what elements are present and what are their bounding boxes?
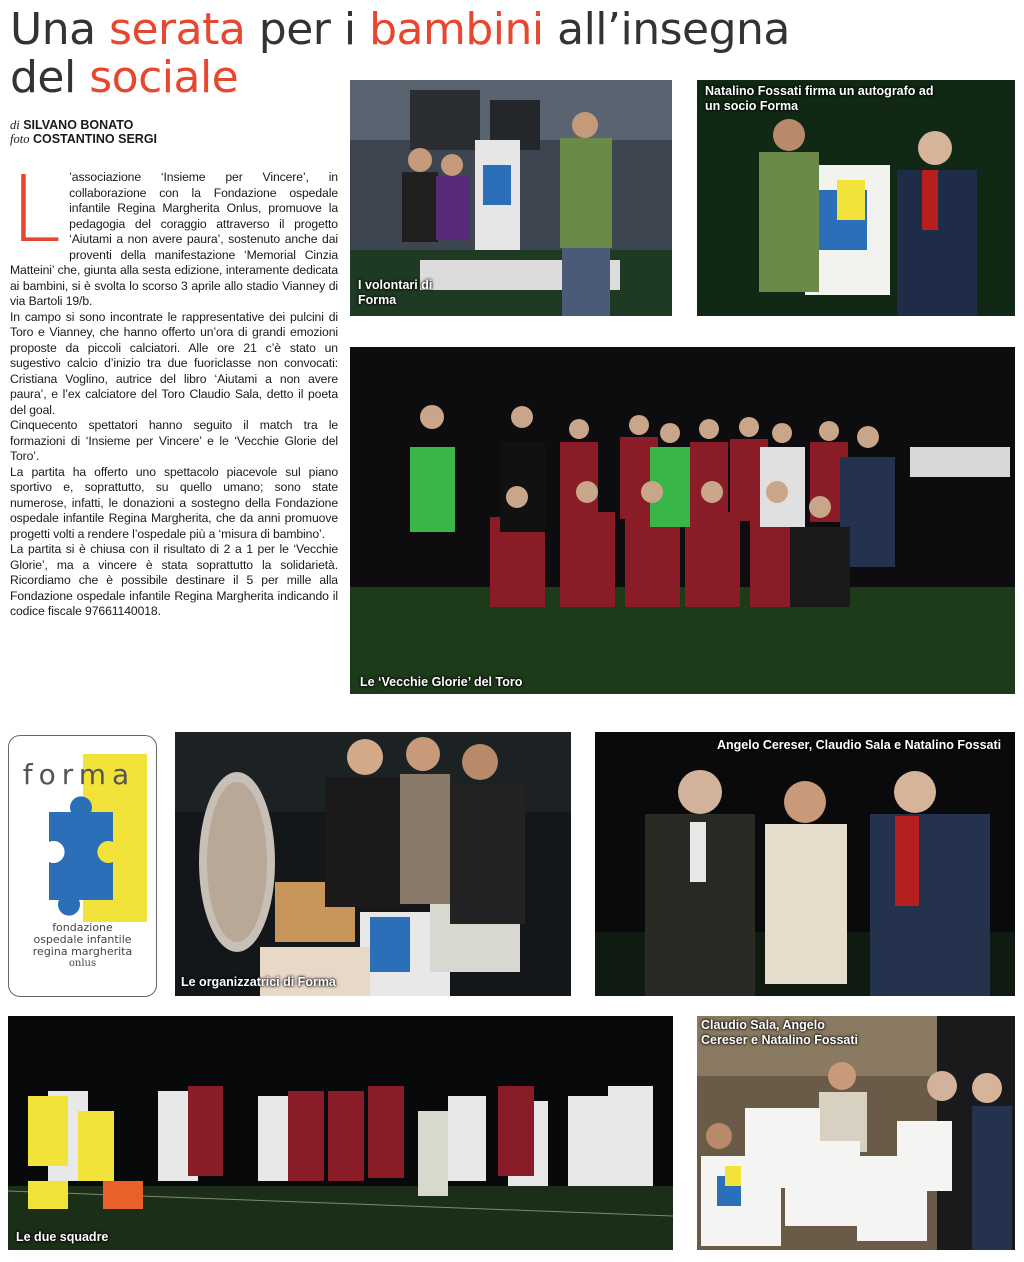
headline-part1: Una <box>10 4 110 55</box>
article-paragraph-5: La partita si è chiusa con il risultato di 2 a 1 per le ‘Vecchie Glorie’, ma a vincere è stata soprattutto la solidarietà. Ricordiamo che è possibile destinare il 5 per mille alla Fondazione ospedale infantile Regina Margherita indicando il codice fiscale 97661140018. <box>10 542 338 618</box>
photo-due-squadre-image <box>8 1016 673 1250</box>
photo-magliette <box>697 1016 1015 1250</box>
article-body <box>10 156 338 620</box>
photo-vecchie-glorie-image <box>350 347 1015 694</box>
logo-line-1: fondazione <box>52 921 113 934</box>
article-paragraph-1 <box>10 156 338 310</box>
photo-organizzatrici <box>175 732 571 996</box>
caption-tre-uomini: Angelo Cereser, Claudio Sala e Natalino Fossati <box>717 738 1002 752</box>
article-paragraph-2: In campo si sono incontrate le rappresentative dei pulcini di Toro e Vianney, che hanno offerto un’ora di grandi emozioni proposte da piccoli calciatori. Alle ore 21 c’è stato un sugestivo calcio d’inizio tra due fuoriclasse non convocati: Cristiana Voglino, autrice del libro ‘Aiutami a non avere paura’, e l’ex calciatore del Toro Claudio Sala, detto il poeta del goal. <box>10 309 338 417</box>
photo-tre-uomini <box>595 732 1015 996</box>
headline-highlight-2: bambini <box>369 4 544 55</box>
photo-prefix: foto <box>10 132 30 146</box>
byline <box>10 118 157 146</box>
photo-due-squadre <box>8 1016 673 1250</box>
author-line <box>10 118 157 132</box>
photo-autografo <box>697 80 1015 316</box>
logo-line-4: onlus <box>68 958 97 969</box>
photo-autografo-image <box>697 80 1015 316</box>
photographer-name: COSTANTINO SERGI <box>32 132 158 146</box>
photo-volontari <box>350 80 672 316</box>
headline-part3: all’insegna del <box>10 4 790 103</box>
photo-organizzatrici-image <box>175 732 571 996</box>
article-paragraph-4: La partita ha offerto uno spettacolo piacevole sul piano sportivo e, soprattutto, su quello umano; sono state numerose, infatti, le donazioni a sostegno della Fondazione ospedale infantile Regina Margherita, che da anni promuove progetti volti a rendere l’ospedale più a ‘misura di bambino’. <box>10 464 338 541</box>
caption-autografo: Natalino Fossati firma un autografo ad un socio Forma <box>705 84 934 113</box>
caption-vecchie-glorie: Le ‘Vecchie Glorie’ del Toro <box>360 675 523 689</box>
article-paragraph-1-text: ’associazione ‘Insieme per Vincere’, in collaborazione con la Fondazione ospedale infantile Regina Margherita Onlus, promuove la pedagogia del coraggio attraverso il progetto ‘Aiutami a non avere paura’, sostenuto anche dai proventi della manifestazione ‘Memorial Cinzia Matteini’ che, giunta alla sesta edizione, interamente dedicata ai bambini, si è svolta lo scorso 3 aprile allo stadio Vianney di via Bartoli 19/b. <box>10 170 338 308</box>
article-paragraph-3: Cinquecento spettatori hanno seguito il match tra le formazioni di ‘Insieme per Vincere’ e le ‘Vecchie Glorie del Toro’. <box>10 418 338 463</box>
dropcap: L <box>10 156 62 263</box>
headline-highlight-1: serata <box>109 4 246 55</box>
photo-vecchie-glorie <box>350 347 1015 694</box>
photographer-line <box>10 132 157 146</box>
photo-tre-uomini-image <box>595 732 1015 996</box>
headline-part2: per i <box>245 4 370 55</box>
logo-text <box>9 922 156 970</box>
logo-line-3: regina margherita <box>32 945 133 958</box>
headline-highlight-3: sociale <box>89 52 239 103</box>
caption-due-squadre: Le due squadre <box>16 1230 109 1244</box>
caption-volontari: I volontari di Forma <box>358 278 433 307</box>
forma-logo-card <box>8 735 157 997</box>
author-prefix: di <box>10 118 20 132</box>
author-name: SILVANO BONATO <box>23 118 134 132</box>
caption-organizzatrici: Le organizzatrici di Forma <box>181 975 336 989</box>
photo-magliette-image <box>697 1016 1015 1250</box>
logo-line-2: ospedale infantile <box>33 933 132 946</box>
logo-word: forma <box>22 758 136 791</box>
caption-magliette: Claudio Sala, Angelo Cereser e Natalino Fossati <box>701 1018 859 1047</box>
